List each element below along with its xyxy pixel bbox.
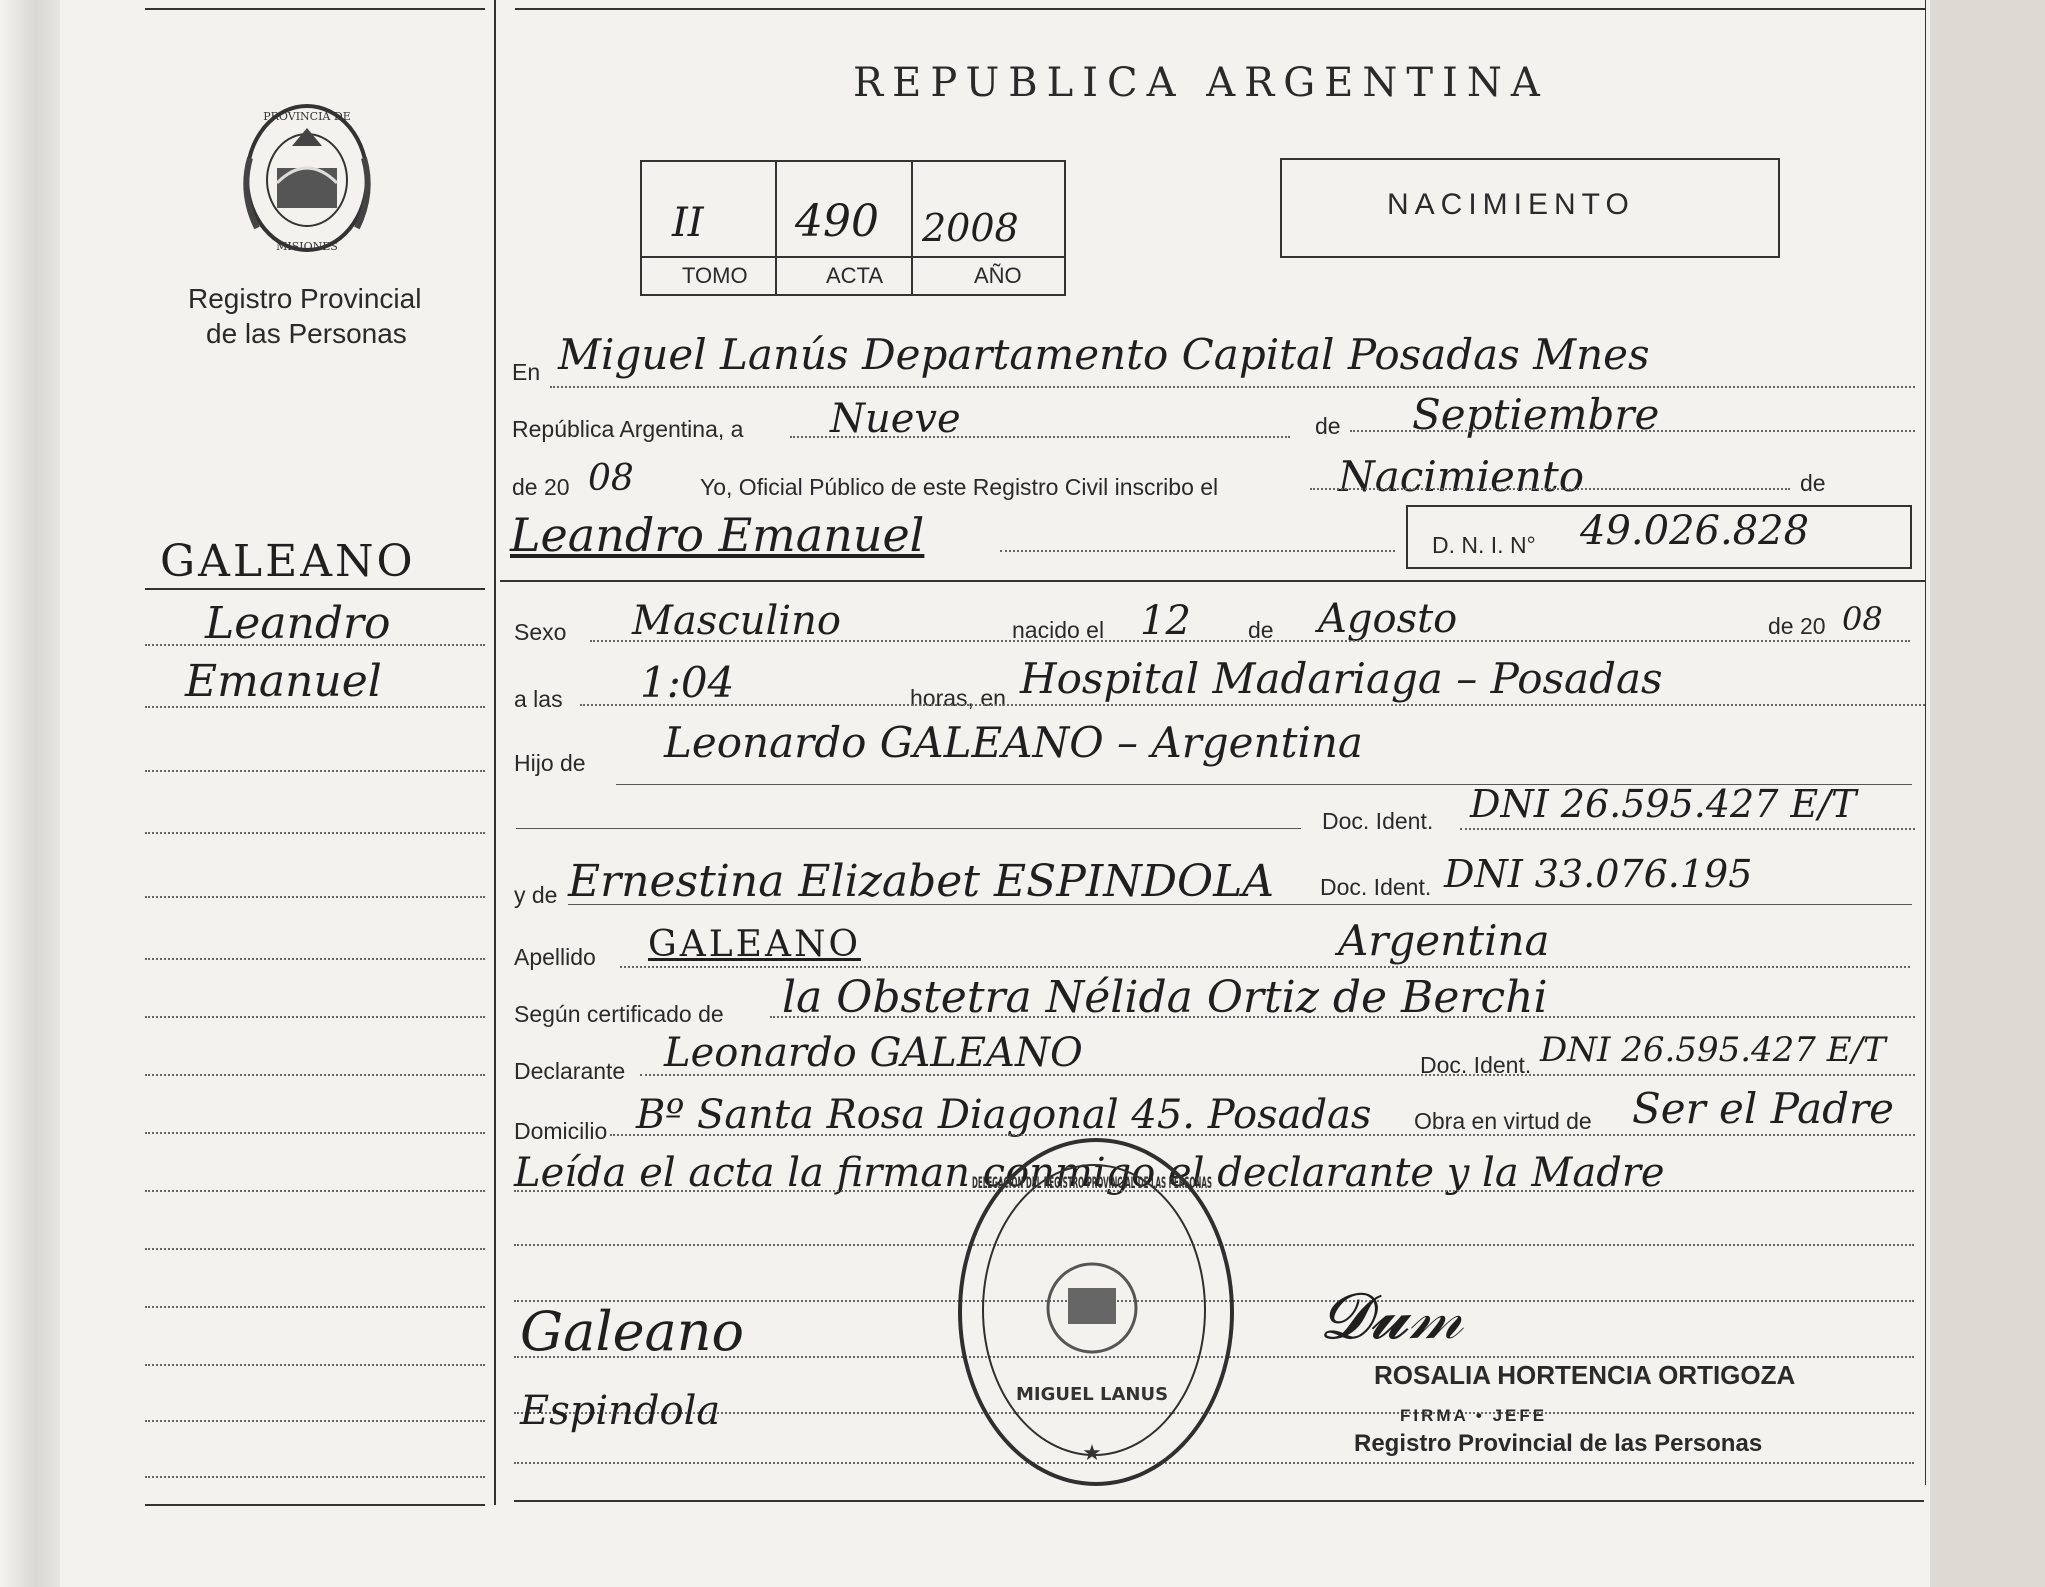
- official-firma: FIRMA • JEFE: [1400, 1406, 1548, 1425]
- line-father-doc: [1460, 828, 1915, 830]
- hw-birth-day: 12: [1140, 598, 1191, 644]
- hw-child-name: Leandro Emanuel: [510, 508, 925, 562]
- top-rule-right: [515, 8, 1925, 10]
- label-yo-oficial: Yo, Oficial Público de este Registro Civil inscribo el: [700, 474, 1219, 500]
- record-table-row-divider: [640, 256, 1064, 258]
- registry-line1: Registro Provincial: [188, 283, 422, 314]
- seal-star-icon: ★: [1082, 1440, 1102, 1465]
- hw-declarant-doc: DNI 26.595.427 E/T: [1540, 1030, 1886, 1070]
- hw-birth-year: 08: [1842, 600, 1883, 638]
- anio-label: AÑO: [974, 263, 1022, 288]
- province-seal-icon: [232, 98, 382, 258]
- margin-line-4: [145, 832, 485, 834]
- label-de-3: de: [1248, 617, 1274, 643]
- line-a-las: [580, 704, 1925, 706]
- hw-mother-doc: DNI 33.076.195: [1444, 852, 1753, 896]
- label-nacido-el: nacido el: [1012, 617, 1105, 643]
- page-edge-shadow: [1930, 0, 2045, 1587]
- tomo-label: TOMO: [682, 263, 748, 288]
- acta-label: ACTA: [826, 263, 884, 288]
- label-doc-ident-1: Doc. Ident.: [1322, 808, 1434, 834]
- province-seal-bottom: MISIONES: [276, 240, 338, 253]
- acta-value: 490: [795, 196, 879, 247]
- label-en: En: [512, 359, 541, 385]
- hw-father-doc: DNI 26.595.427 E/T: [1470, 782, 1857, 826]
- hw-dni-number: 49.026.828: [1580, 508, 1810, 554]
- line-sexo: [590, 640, 1910, 642]
- hw-place-birth: Hospital Madariaga – Posadas: [1020, 654, 1663, 703]
- hw-certifier: la Obstetra Nélida Ortiz de Berchi: [782, 972, 1548, 1023]
- margin-line-10: [145, 1190, 485, 1192]
- hw-nationality: Argentina: [1338, 916, 1550, 965]
- label-de-1: de: [1315, 413, 1341, 439]
- margin-line-5: [145, 896, 485, 898]
- section-rule-1: [500, 580, 1925, 582]
- hw-sex: Masculino: [632, 598, 841, 644]
- hw-year-suffix: 08: [588, 458, 634, 499]
- province-seal-top: PROVINCIA DE: [263, 110, 351, 123]
- label-de20-b: de 20: [1768, 613, 1826, 639]
- line-declarante: [640, 1074, 1915, 1076]
- doc-type-label: NACIMIENTO: [1387, 188, 1635, 221]
- hw-surname: GALEANO: [648, 924, 861, 965]
- top-rule-left: [145, 8, 485, 10]
- hw-day: Nueve: [830, 396, 961, 442]
- label-hijo-de: Hijo de: [514, 750, 586, 776]
- label-a-las: a las: [514, 686, 563, 712]
- line-child-name: [1000, 550, 1395, 552]
- line-segun: [770, 1016, 1915, 1018]
- line-day: [790, 436, 1290, 438]
- margin-rule-bottom: [145, 1504, 485, 1506]
- bottom-rule: [514, 1500, 1924, 1502]
- label-obra: Obra en virtud de: [1414, 1108, 1592, 1134]
- hw-address: Bº Santa Rosa Diagonal 45. Posadas: [636, 1092, 1372, 1138]
- label-y-de: y de: [514, 882, 558, 908]
- margin-surname: GALEANO: [160, 536, 416, 587]
- label-dni: D. N. I. N°: [1432, 532, 1536, 558]
- line-y-de: [568, 904, 1912, 905]
- official-org: Registro Provincial de las Personas: [1354, 1430, 1763, 1457]
- line-domicilio: [610, 1134, 1915, 1136]
- label-segun: Según certificado de: [514, 1001, 724, 1027]
- label-de-2: de: [1800, 470, 1826, 496]
- margin-line-11: [145, 1248, 485, 1250]
- line-event: [1310, 488, 1790, 490]
- seal-ring-text: DELEGACION DEL REGISTRO PROVINCIAL DE LAS PERSONAS: [972, 1173, 1212, 1192]
- margin-line-3: [145, 770, 485, 772]
- margin-line-14: [145, 1420, 485, 1422]
- margin-rule-1: [145, 588, 485, 590]
- hw-event: Nacimiento: [1338, 452, 1585, 501]
- seal-inner-text: MIGUEL LANUS: [1015, 1384, 1169, 1405]
- margin-line-1: [145, 644, 485, 646]
- hw-father: Leonardo GALEANO – Argentina: [664, 718, 1363, 767]
- margin-line-9: [145, 1132, 485, 1134]
- anio-value: 2008: [922, 206, 1019, 250]
- margin-line-7: [145, 1016, 485, 1018]
- tomo-value: II: [672, 200, 704, 246]
- margin-divider: [494, 0, 496, 1505]
- line-father-extra: [516, 828, 1301, 829]
- margin-line-15: [145, 1476, 485, 1478]
- margin-line-2: [145, 706, 485, 708]
- label-doc-ident-3: Doc. Ident.: [1420, 1052, 1532, 1078]
- official-name: ROSALIA HORTENCIA ORTIGOZA: [1374, 1360, 1796, 1390]
- label-republica: República Argentina, a: [512, 416, 744, 442]
- official-signature-icon: 𝓓𝓾𝓂: [1320, 1280, 1463, 1354]
- line-en: [550, 386, 1915, 388]
- signature-2: Espindola: [520, 1388, 721, 1434]
- signature-1: Galeano: [520, 1300, 745, 1363]
- label-apellido: Apellido: [514, 944, 596, 970]
- hw-month: Septiembre: [1412, 390, 1660, 439]
- page-title: REPUBLICA ARGENTINA: [853, 60, 1549, 106]
- hw-birth-month: Agosto: [1318, 596, 1458, 642]
- hw-place: Miguel Lanús Departamento Capital Posadas Mnes: [558, 330, 1650, 379]
- hw-hour: 1:04: [640, 658, 735, 707]
- margin-name1: Leandro: [205, 598, 391, 649]
- hw-obra: Ser el Padre: [1632, 1084, 1894, 1133]
- label-doc-ident-2: Doc. Ident.: [1320, 874, 1432, 900]
- label-sexo: Sexo: [514, 619, 567, 645]
- right-border: [1925, 0, 1926, 1485]
- line-month: [1350, 430, 1915, 432]
- hw-mother: Ernestina Elizabet ESPINDOLA: [568, 856, 1275, 907]
- hw-read-line: Leída el acta la firman conmigo el declarante y la Madre: [514, 1150, 1665, 1196]
- margin-line-8: [145, 1074, 485, 1076]
- label-de20: de 20: [512, 474, 570, 500]
- line-apellido: [620, 966, 1910, 968]
- hw-declarant: Leonardo GALEANO: [664, 1030, 1083, 1076]
- record-table-divider2: [911, 160, 913, 294]
- label-declarante: Declarante: [514, 1058, 626, 1084]
- label-domicilio: Domicilio: [514, 1118, 608, 1144]
- label-horas-en: horas, en: [910, 685, 1006, 711]
- official-seal-text: [958, 1138, 1226, 1478]
- registry-line2: de las Personas: [206, 318, 407, 349]
- margin-line-6: [145, 958, 485, 960]
- margin-line-12: [145, 1306, 485, 1308]
- margin-name2: Emanuel: [185, 656, 382, 707]
- margin-line-13: [145, 1364, 485, 1366]
- record-table-divider1: [775, 160, 777, 294]
